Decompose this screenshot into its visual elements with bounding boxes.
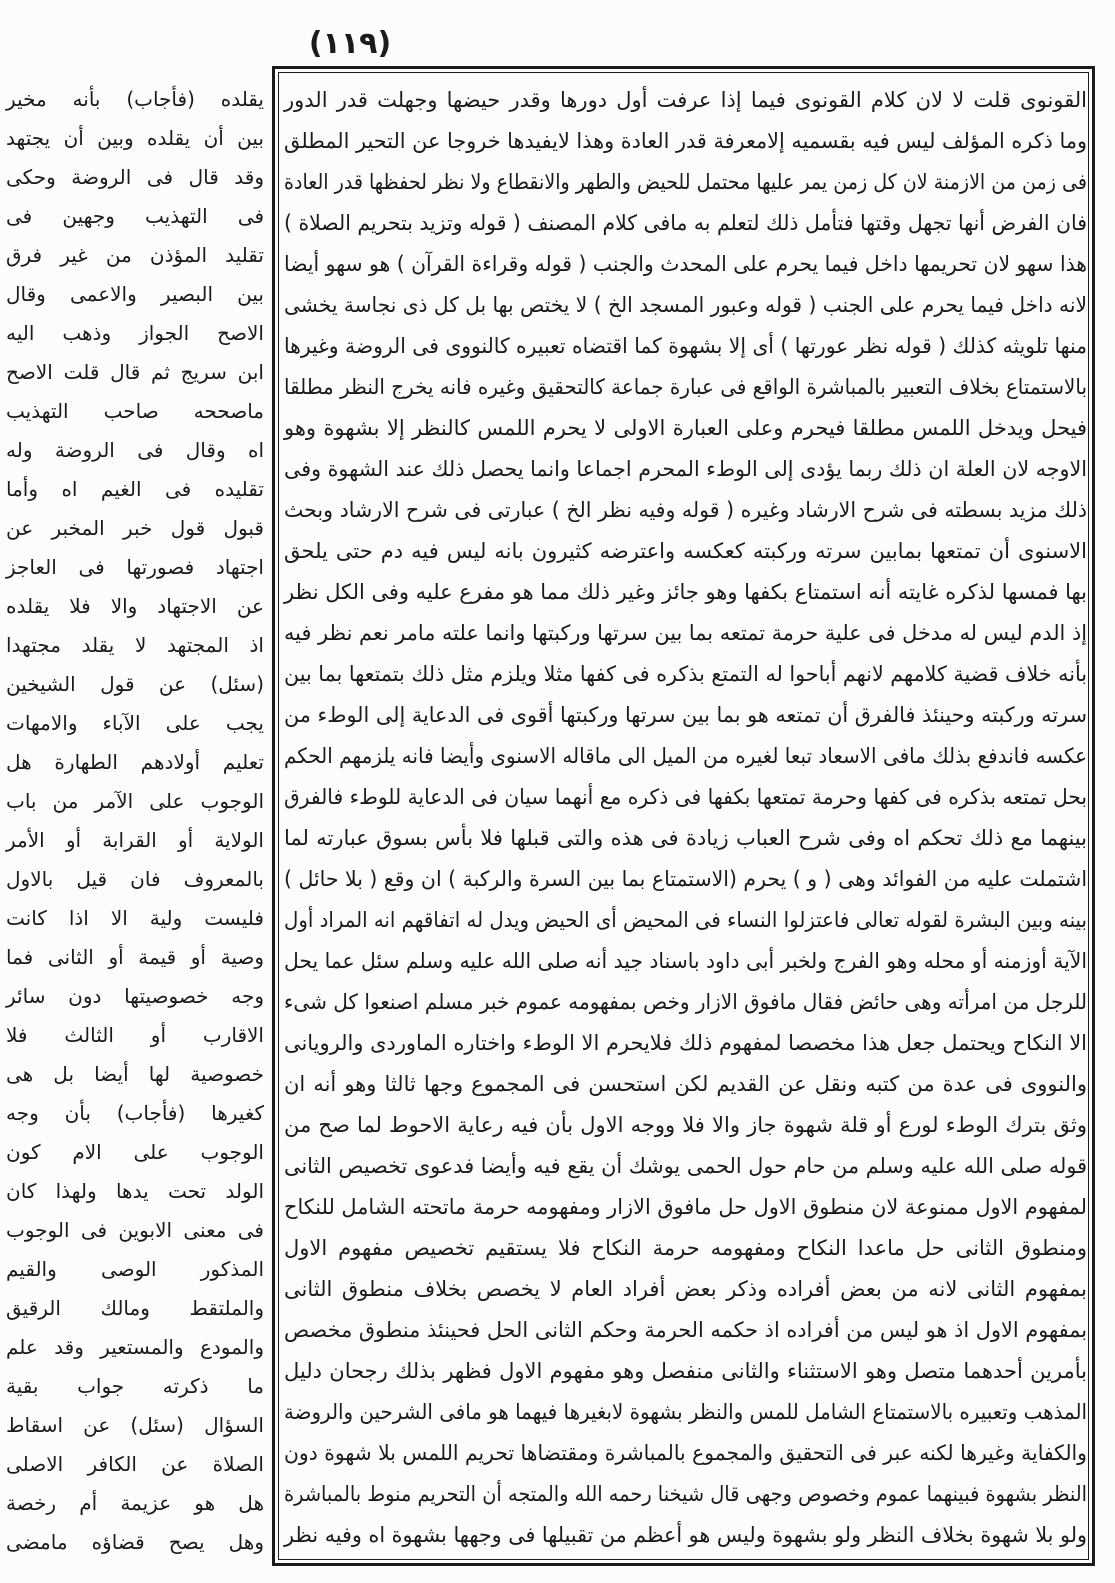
main-text-line: القونوى قلت لا لان كلام القونوى فيما إذا عرفت أول دورها وقدر حيضها وجهلت قدر الدور: [284, 88, 1087, 112]
main-text-line: والنووى فى عدة من كتبه ونقل عن القديم لكن استحسن فى المجموع وجها ثالثا وهو أنه ان: [284, 1072, 1087, 1096]
main-text-line: للرجل من امرأته وهى حائض فقال مافوق الازار وخص بمفهومه عموم خبر مسلم اصنعوا كل شىء: [284, 990, 1087, 1014]
main-text-line: منها تلويثه كذلك ( قوله نظر عورتها ) أى إلا بشهوة كما اقتضاه تعبيره كالنووى فى الروضة وغيرها: [283, 334, 1087, 358]
margin-text-line: قبول قول خبر المخبر عن: [6, 516, 264, 540]
margin-text-line: ابن سريج ثم قال قلت الاصح: [6, 360, 264, 384]
main-text-line: والكفاية وغيرها لكنه عبر فى التحقيق والمجموع بالمباشرة ومقتضاها تحريم اللمس بلا شهوة دون: [283, 1441, 1087, 1465]
margin-text-line: وهل يصح قضاؤه مامضى: [6, 1530, 264, 1554]
margin-text-line: كغيرها (فأجاب) بأن وجه: [6, 1101, 264, 1125]
margin-text-column: [6, 80, 264, 1562]
margin-text-line: اه وقال فى الروضة وله: [6, 438, 264, 462]
main-text-line: الا النكاح ويحتمل جعل هذا مخصصا لمفهوم ذلك فلايحرم الا الوطء واختاره الماوردى والرويانى: [284, 1031, 1087, 1055]
margin-text-line: عن الاجتهاد والا فلا يقلده: [6, 594, 264, 618]
main-text-line: الاوجه لان العلة ان ذلك ربما يؤدى إلى الوطء المحرم اجماعا وانما يحصل ذلك عند الشهوة وفى: [283, 457, 1087, 481]
margin-text-line: وصية أو قيمة أو الثانى فما: [6, 945, 264, 969]
margin-text-line: اجتهاد فصورتها فى العاجز: [6, 555, 264, 579]
margin-text-line: يقلده (فأجاب) بأنه مخير: [6, 87, 264, 111]
margin-text-line: هل هو عزيمة أم رخصة: [6, 1491, 264, 1515]
main-text-line: اشتملت عليه من الفوائد وهى ( و ) يحرم (الاستمتاع بما بين السرة والركبة ) ان وقع ( بلا حائل ): [283, 867, 1087, 891]
margin-text-line: فليست ولية الا اذا كانت: [6, 906, 264, 930]
main-text-line: ومنطوق الثانى حل ماعدا النكاح ومفهومه حرمة النكاح فلا يستقيم تخصيص مفهوم الاول: [284, 1236, 1087, 1260]
main-text-line: فيحل ويدخل اللمس مطلقا فيحرم وعلى العبارة الاولى لا يحرم اللمس كالنظر إلا بشهوة وهو: [284, 416, 1087, 440]
margin-text-line: الوجوب على الآمر من باب: [6, 789, 264, 813]
main-text-line: النظر بشهوة فبينهما عموم وخصوص وجهى قال شيخنا رحمه الله والمتجه أن التحريم منوط بالمباشرة: [284, 1482, 1087, 1506]
main-text-line: بينه وبين البشرة لقوله تعالى فاعتزلوا النساء فى المحيض أى الحيض ويدل له اتفاقهم انه المراد أول: [284, 908, 1087, 932]
main-text-line: قوله صلى الله عليه وسلم من حام حول الحمى يوشك أن يقع فيه وأيضا فدعوى تخصيص الثانى: [284, 1154, 1088, 1178]
main-text-line: الآية أوزمنه أو محله وهو الفرج ولخبر أبى داود باسناد جيد أنه صلى الله عليه وسلم سئل عما يحل: [284, 949, 1087, 973]
margin-text-line: السؤال (سئل) عن اسقاط: [6, 1413, 264, 1437]
main-text-line: فى زمن من الازمنة لان كل زمن يمر عليها محتمل للحيض والطهر والانقطاع ولا نظر لحفظها قدر العادة: [284, 170, 1087, 194]
main-text-line: وما ذكره المؤلف ليس فيه بقسميه إلامعرفة قدر العادة وهذا لايفيدها خروجا عن التحير المطلق: [284, 129, 1088, 153]
main-text-line: هذا سهو لان تحريمها داخل فيما يحرم على المحدث والجنب ( قوله وقراءة القرآن ) هو سهو أيضا: [284, 252, 1087, 276]
margin-text-line: ماصححه صاحب التهذيب: [6, 399, 264, 423]
main-text-line: لمفهوم الاول ممنوعة لان منطوق الاول حل مافوق الازار ومفهومه حرمة ماتحته الشامل للنكاح: [283, 1195, 1087, 1219]
main-text-line: بها فمسها لذكره غايته أنه استمتاع بكفها وهو جائز وغير ذلك مما هو مفرع عليه وفى الكل نظر: [283, 580, 1087, 604]
main-text-line: الاسنوى أن تمتعها بمابين سرته وركبته كعكسه واعترضه كثيرون بانه ليس فيه دم حتى يلحق: [284, 539, 1087, 563]
main-text-line: بينهما مع ذلك تحكم اه وفى شرح العباب زيادة فى هذه والتى قبلها فلا بأس بسوق عبارته لما: [284, 826, 1087, 850]
margin-text-line: الاصح الجواز وذهب اليه: [6, 321, 264, 345]
main-text-line: عكسه فاندفع بذلك مافى الاسعاد تبعا لغيره من الميل الى ماقاله الاسنوى وأيضا فانه يلزمهم الحكم: [284, 744, 1087, 768]
main-text-column: [284, 80, 1087, 1556]
margin-text-line: فى معنى الابوين فى الوجوب: [6, 1218, 264, 1242]
main-text-line: ذلك مزيد بسطته فى شرح الارشاد وغيره ( قوله وفيه نظر الخ ) عبارتى فى شرح الارشاد وبحث: [283, 498, 1087, 522]
main-text-line: وثق بترك الوطء لورع أو قلة شهوة جاز والا فلا ووجه الاول بأن فيه رعاية الاحوط لما صح من: [284, 1113, 1087, 1137]
margin-text-line: والمودع والمستعير وقد علم: [6, 1335, 264, 1359]
margin-text-line: بين البصير والاعمى وقال: [6, 282, 264, 306]
margin-text-line: المذكور الوصى والقيم: [6, 1257, 264, 1281]
margin-text-line: بالمعروف فان قيل بالاول: [6, 867, 264, 891]
main-text-line: بمفهوم الاول اذ هو ليس من أفراده اذ حكمه الحرمة وحكم الثانى الحل فحينئذ منطوق مخصص: [284, 1318, 1088, 1342]
main-text-line: فان الفرض أنها تجهل وقتها فتأمل ذلك لتعلم به مافى كلام المصنف ( قوله وتزيد بتحريم الصلاة ): [284, 211, 1088, 235]
main-text-line: لانه داخل فيما يحرم على الجنب ( قوله وعبور المسجد الخ ) لا يختص بها بل كل ذى نجاسة يخشى: [284, 293, 1087, 317]
main-text-line: بحل تمتعه بذكره فى كفها وحرمة تمتعها بكفها فى ذكره مع أنهما سيان فى الدعاية للوطء فالفرق: [283, 785, 1087, 809]
margin-text-line: الولد تحت يدها ولهذا كان: [6, 1179, 264, 1203]
margin-text-line: وقد قال فى الروضة وحكى: [6, 165, 264, 189]
margin-text-line: تقليد المؤذن من غير فرق: [6, 243, 264, 267]
margin-text-line: وجه خصوصيتها دون سائر: [6, 984, 264, 1008]
margin-text-line: الوجوب على الام كون: [6, 1140, 264, 1164]
main-text-line: المذهب وتعبيره بالاستمتاع الشامل للمس والنظر بشهوة لابغيرها فيهما هو مافى الشرحين والروضة: [284, 1400, 1088, 1424]
main-text-line: ولو بلا شهوة بخلاف النظر ولو بشهوة وليس هو أعظم من تقبيلها فى وجهها بشهوة اه وفيه نظر: [283, 1523, 1087, 1547]
margin-text-line: والملتقط ومالك الرقيق: [6, 1296, 264, 1320]
margin-text-line: فى التهذيب وجهين فى: [6, 204, 264, 228]
main-text-line: سرته وركبته وحينئذ فالفرق أن تمتعه هو بما بين سرتها وركبتها أقوى فى الدعاية إلى الوطء من: [284, 703, 1087, 727]
margin-text-line: الصلاة عن الكافر الاصلى: [6, 1452, 264, 1476]
main-text-line: بأنه خلاف قضية كلامهم لانهم أباحوا له التمتع بذكره فى كفها مثلا ويلزم مثل ذلك بتمتعها بما بين: [284, 662, 1087, 686]
main-text-line: بأمرين أحدهما متصل وهو الاستثناء والثانى منفصل وهو مفهوم الاول فظهر بذلك رجحان دليل: [284, 1359, 1087, 1383]
margin-text-line: (سئل) عن قول الشيخين: [6, 672, 264, 696]
main-text-line: بالاستمتاع بخلاف التعبير بالمباشرة الواقع فى عبارة جماعة كالتحقيق وغيره فانه يخرج النظر مطلقا: [283, 375, 1087, 399]
margin-text-line: الولاية أو القرابة أو الأمر: [6, 828, 264, 852]
margin-text-line: اذ المجتهد لا يقلد مجتهدا: [6, 633, 264, 657]
main-text-line: إذ الدم ليس له مدخل فى علية حرمة تمتعه بما بين سرتها وركبتها وانما علته مامر نعم نظر فيه: [283, 621, 1087, 645]
margin-text-line: تقليده فى الغيم اه وأما: [6, 477, 264, 501]
margin-text-line: يجب على الآباء والامهات: [6, 711, 264, 735]
margin-text-line: تعليم أولادهم الطهارة هل: [6, 750, 264, 774]
margin-text-line: الاقارب أو الثالث فلا: [6, 1023, 264, 1047]
main-text-line: بمفهوم الثانى لانه من بعض أفراده وذكر بعض أفراد العام لا يخصص بخلاف منطوق الثانى: [284, 1277, 1087, 1301]
margin-text-line: خصوصية لها أيضا بل هى: [6, 1062, 264, 1086]
page-number: (١١٩): [308, 26, 392, 61]
margin-text-line: ما ذكرته جواب بقية: [6, 1374, 264, 1398]
margin-text-line: بين أن يقلده وبين أن يجتهد: [6, 126, 264, 150]
